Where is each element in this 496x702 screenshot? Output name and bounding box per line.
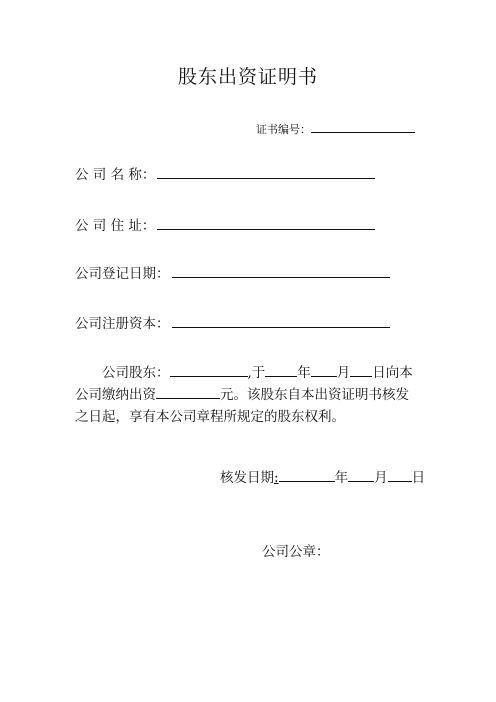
shareholder-blank xyxy=(170,362,248,377)
issue-year-blank xyxy=(279,467,335,482)
page-title: 股东出资证明书 xyxy=(177,66,318,88)
issue-date-row xyxy=(220,467,425,487)
month-text: 月 xyxy=(336,365,351,381)
year-text: 年 xyxy=(297,365,311,381)
registered-capital-label: 公司注册资本： xyxy=(75,316,170,332)
certificate-number-blank xyxy=(311,118,415,133)
company-seal-label: 公司公章： xyxy=(262,544,330,560)
issue-date-colon: : xyxy=(274,470,279,486)
certificate-number-label: 证书编号： xyxy=(256,123,311,136)
body-line-2 xyxy=(75,384,421,406)
contribution-year-blank xyxy=(265,362,297,377)
line3-text: 之日起，享有本公司章程所规定的股东权利。 xyxy=(75,409,345,425)
company-name-label: 公 司 名 称： xyxy=(75,167,156,183)
line2-prefix: 公司缴纳出资 xyxy=(75,387,156,403)
issue-month-text: 月 xyxy=(374,470,388,486)
company-address-blank xyxy=(157,215,375,230)
issue-month-blank xyxy=(348,467,374,482)
body-line-3 xyxy=(75,406,421,428)
company-address-row xyxy=(75,215,375,235)
company-address-label: 公 司 住 址： xyxy=(75,218,156,234)
shareholder-label: 公司股东： xyxy=(102,365,170,381)
registered-capital-blank xyxy=(172,313,390,328)
issue-year-text: 年 xyxy=(334,470,349,486)
certificate-number-row xyxy=(256,118,415,139)
company-name-blank xyxy=(157,164,375,179)
body-line-1 xyxy=(75,362,421,384)
registration-date-label: 公司登记日期： xyxy=(75,266,170,282)
issue-day-text: 日 xyxy=(411,470,426,486)
issue-day-blank xyxy=(388,467,412,482)
registration-date-row xyxy=(75,263,390,283)
registered-capital-row xyxy=(75,313,390,333)
line2-suffix: 元。该股东自本出资证明书核发 xyxy=(220,387,409,403)
company-name-row xyxy=(75,164,375,184)
issue-date-label: 核发日期 xyxy=(220,470,274,486)
contribution-month-blank xyxy=(311,362,337,377)
contribution-day-blank xyxy=(350,362,372,377)
day-to-text: 日向本 xyxy=(372,365,413,381)
contribution-amount-blank xyxy=(156,384,220,399)
yu-text: ,于 xyxy=(247,365,266,381)
registration-date-blank xyxy=(172,263,390,278)
